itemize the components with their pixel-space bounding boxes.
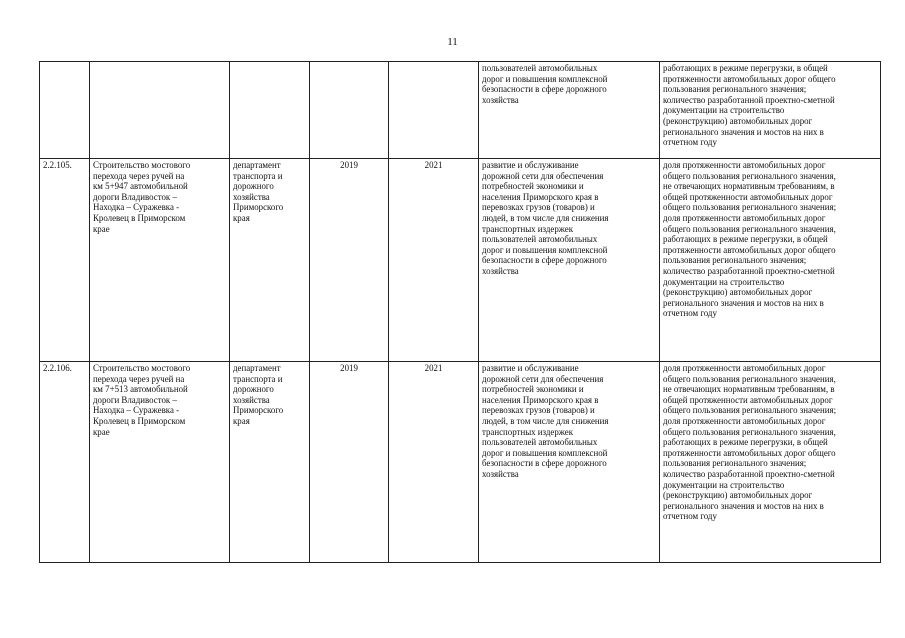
department-cell [230,62,310,159]
indicators-text: доля протяженности автомобильных дорог общего пользования регионального значения, не отвечающих нормативным требованиям, в общей протяженности автомобильных дорог общего пользования регионального значения; доля протяженности автомобильных дорог общего пользования регионального значения, работающих в режиме перегрузки, в общей протяженности автомобильных дорог общего пользования регионального значения; количество разработанной проектно-сметной документации на строительство (реконструкцию) автомобильных дорог регионального значения и мостов на них в отчетном году [663,363,837,522]
row-number-cell [40,62,90,159]
end-year-cell [389,62,479,159]
start-year: 2019 [340,363,358,373]
start-year: 2019 [340,160,358,170]
goal-cell [479,159,660,362]
end-year-cell [389,362,479,563]
indicators-cell [660,159,881,362]
indicators-cell [660,362,881,563]
row-number-cell [40,159,90,362]
table-row [40,159,881,362]
department-cell [230,362,310,563]
department: департамент транспорта и дорожного хозяйства Приморского края [233,363,284,426]
indicators-cell [660,62,881,159]
program-table [39,61,881,563]
goal-text: пользователей автомобильных дорог и повышения комплексной безопасности в сфере дорожного хозяйства [482,63,608,105]
end-year: 2021 [424,363,443,373]
page-number: 11 [447,36,458,48]
row-number: 2.2.105. [43,160,72,170]
indicators-text: доля протяженности автомобильных дорог общего пользования регионального значения, не отвечающих нормативным требованиям, в общей протяженности автомобильных дорог общего пользования регионального значения; доля протяженности автомобильных дорог общего пользования регионального значения, работающих в режиме перегрузки, в общей протяженности автомобильных дорог общего пользования регионального значения; количество разработанной проектно-сметной документации на строительство (реконструкцию) автомобильных дорог регионального значения и мостов на них в отчетном году [663,160,837,319]
department-cell [230,159,310,362]
event-name-cell [90,62,230,159]
indicators-text: работающих в режиме перегрузки, в общей протяженности автомобильных дорог общего пользования регионального значения; количество разработанной проектно-сметной документации на строительство (реконструкцию) автомобильных дорог регионального значения и мостов на них в отчетном году [663,63,836,148]
goal-cell [479,362,660,563]
event-name-cell [90,362,230,563]
row-number-cell [40,362,90,563]
table-row [40,62,881,159]
event-name: Строительство мостового перехода через ручей на км 5+947 автомобильной дороги Владивосток – Находка – Суражевка - Кролевец в Приморском крае [93,160,191,234]
start-year-cell [310,62,389,159]
row-number: 2.2.106. [43,363,72,373]
start-year-cell [310,159,389,362]
goal-cell [479,62,660,159]
start-year-cell [310,362,389,563]
end-year: 2021 [424,160,443,170]
event-name-cell [90,159,230,362]
event-name: Строительство мостового перехода через ручей на км 7+513 автомобильной дороги Владивосток – Находка – Суражевка - Кролевец в Приморском крае [93,363,191,437]
end-year-cell [389,159,479,362]
table-row [40,362,881,563]
goal-text: развитие и обслуживание дорожной сети для обеспечения потребностей экономики и населения Приморского края в перевозках грузов (товаров) и людей, в том числе для снижения транспортных издержек пользователей автомобильных дорог и повышения комплексной безопасности в сфере дорожного хозяйства [482,160,609,276]
goal-text: развитие и обслуживание дорожной сети для обеспечения потребностей экономики и населения Приморского края в перевозках грузов (товаров) и людей, в том числе для снижения транспортных издержек пользователей автомобильных дорог и повышения комплексной безопасности в сфере дорожного хозяйства [482,363,609,479]
department: департамент транспорта и дорожного хозяйства Приморского края [233,160,284,223]
